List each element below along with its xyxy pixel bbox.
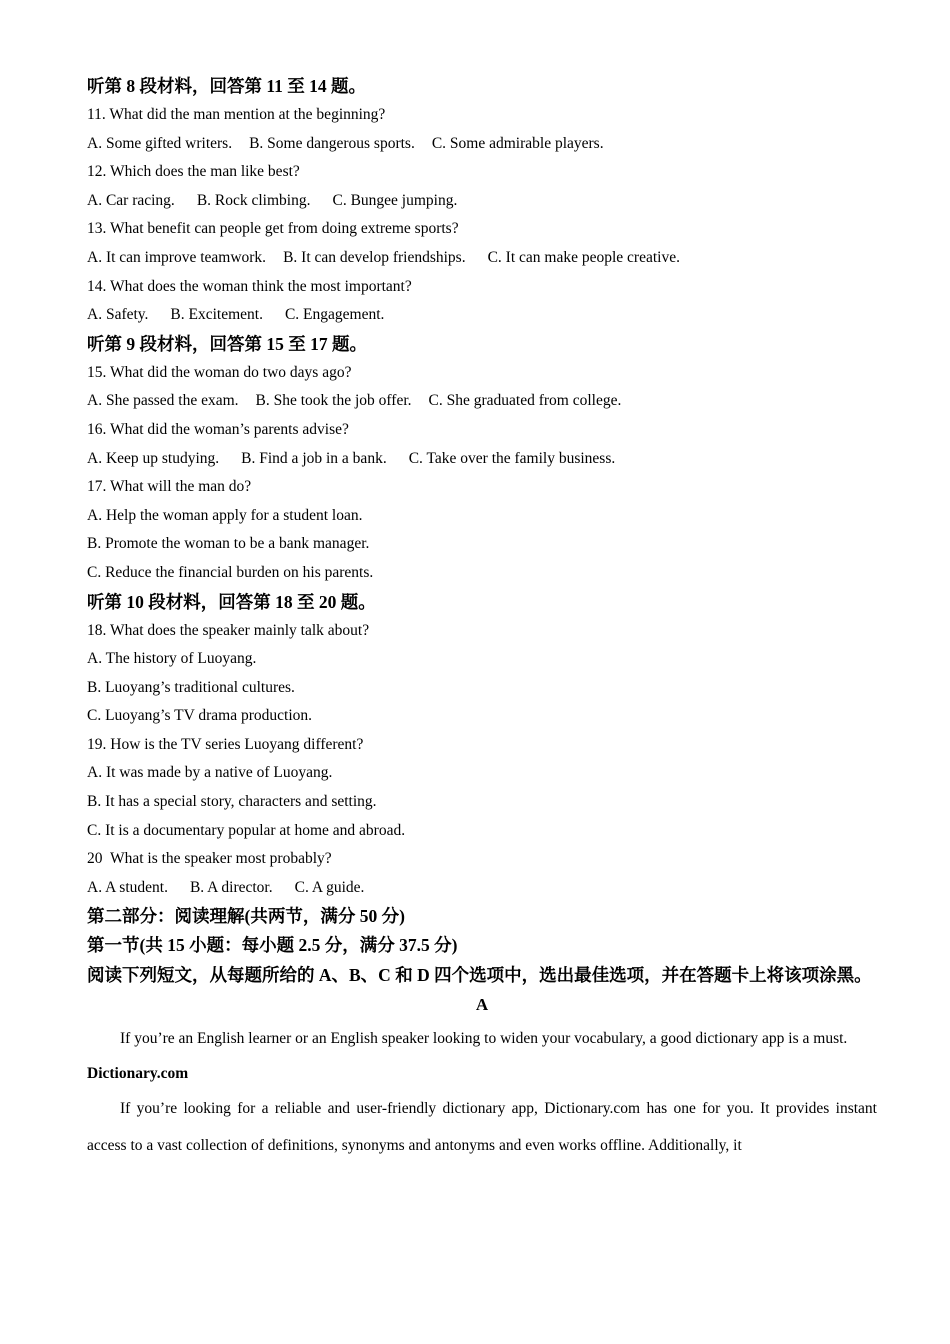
section-10-heading: 听第 10 段材料，回答第 18 至 20 题。 (87, 591, 376, 612)
option-c: C. Bungee jumping. (332, 191, 458, 209)
question-16-stem: 16. What did the woman’s parents advise? (87, 420, 349, 438)
option-c: C. Some admirable players. (431, 134, 604, 152)
option-a: A. A student. (87, 878, 168, 896)
question-17-stem: 17. What will the man do? (87, 478, 252, 496)
option-b: B. She took the job offer. (255, 392, 412, 410)
question-18-option-c: C. Luoyang’s TV drama production. (87, 707, 313, 725)
option-b: B. A director. (189, 878, 273, 896)
part-2-section-1-heading: 第一节(共 15 小题：每小题 2.5 分，满分 37.5 分) (87, 935, 458, 956)
question-12-options (87, 187, 877, 216)
option-c: C. A guide. (294, 878, 365, 896)
option-b: B. Some dangerous sports. (249, 134, 415, 152)
passage-a-intro: If you’re an English learner or an English speaker looking to widen your vocabulary, a good dictionary app is a must. (120, 1030, 848, 1048)
question-19-option-b: B. It has a special story, characters and setting. (87, 793, 377, 811)
option-b: B. It can develop friendships. (283, 248, 466, 266)
question-14-options (87, 301, 877, 330)
option-c: C. Engagement. (284, 306, 385, 324)
question-11-stem: 11. What did the man mention at the beginning? (87, 106, 386, 123)
question-15-options (87, 387, 877, 416)
question-11-options (87, 130, 877, 159)
option-b: B. Rock climbing. (196, 191, 311, 209)
question-19-stem: 19. How is the TV series Luoyang different? (87, 735, 364, 753)
part-2-heading: 第二部分：阅读理解(共两节，满分 50 分) (87, 906, 405, 927)
question-18-option-b: B. Luoyang’s traditional cultures. (87, 678, 295, 696)
option-a: A. Some gifted writers. (87, 134, 233, 152)
question-18-option-a: A. The history of Luoyang. (87, 650, 257, 668)
section-9-heading: 听第 9 段材料，回答第 15 至 17 题。 (87, 333, 367, 354)
question-17-option-c: C. Reduce the financial burden on his parents. (87, 563, 374, 581)
question-17-option-b: B. Promote the woman to be a bank manager. (87, 535, 370, 553)
reading-instruction: 阅读下列短文，从每题所给的 A、B、C 和 D 四个选项中，选出最佳选项，并在答题卡上将该项涂黑。 (87, 965, 872, 986)
option-c: C. She graduated from college. (428, 392, 622, 410)
question-20-options (87, 874, 877, 903)
exam-page (87, 72, 877, 1165)
question-12-stem: 12. Which does the man like best? (87, 163, 300, 181)
question-19-option-a: A. It was made by a native of Luoyang. (87, 764, 333, 782)
question-20-stem: 20 What is the speaker most probably? (87, 850, 332, 868)
option-b: B. Find a job in a bank. (241, 449, 387, 467)
option-c: C. Take over the family business. (408, 449, 616, 467)
section-8-heading: 听第 8 段材料，回答第 11 至 14 题。 (87, 76, 367, 96)
passage-a-paragraph-1: If you’re looking for a reliable and user-friendly dictionary app, Dictionary.com has one for you. It provides instant access to a vast collection of definitions, synonyms and antonyms and even works offline. Additionally, it (87, 1099, 877, 1155)
option-a: A. Keep up studying. (87, 449, 220, 467)
option-a: A. It can improve teamwork. (87, 248, 267, 266)
question-19-option-c: C. It is a documentary popular at home and abroad. (87, 821, 406, 839)
question-13-options (87, 244, 877, 273)
question-14-stem: 14. What does the woman think the most important? (87, 277, 412, 295)
passage-a-subhead: Dictionary.com (87, 1064, 189, 1082)
option-c: C. It can make people creative. (487, 248, 680, 266)
option-a: A. She passed the exam. (87, 392, 239, 410)
question-18-stem: 18. What does the speaker mainly talk about? (87, 621, 370, 639)
question-15-stem: 15. What did the woman do two days ago? (87, 363, 352, 381)
option-a: A. Car racing. (87, 191, 175, 209)
option-a: A. Safety. (87, 306, 149, 324)
question-17-option-a: A. Help the woman apply for a student loan. (87, 506, 363, 524)
option-b: B. Excitement. (170, 306, 263, 324)
question-16-options (87, 445, 877, 474)
question-13-stem: 13. What benefit can people get from doing extreme sports? (87, 220, 459, 238)
passage-a-title: A (475, 995, 489, 1015)
